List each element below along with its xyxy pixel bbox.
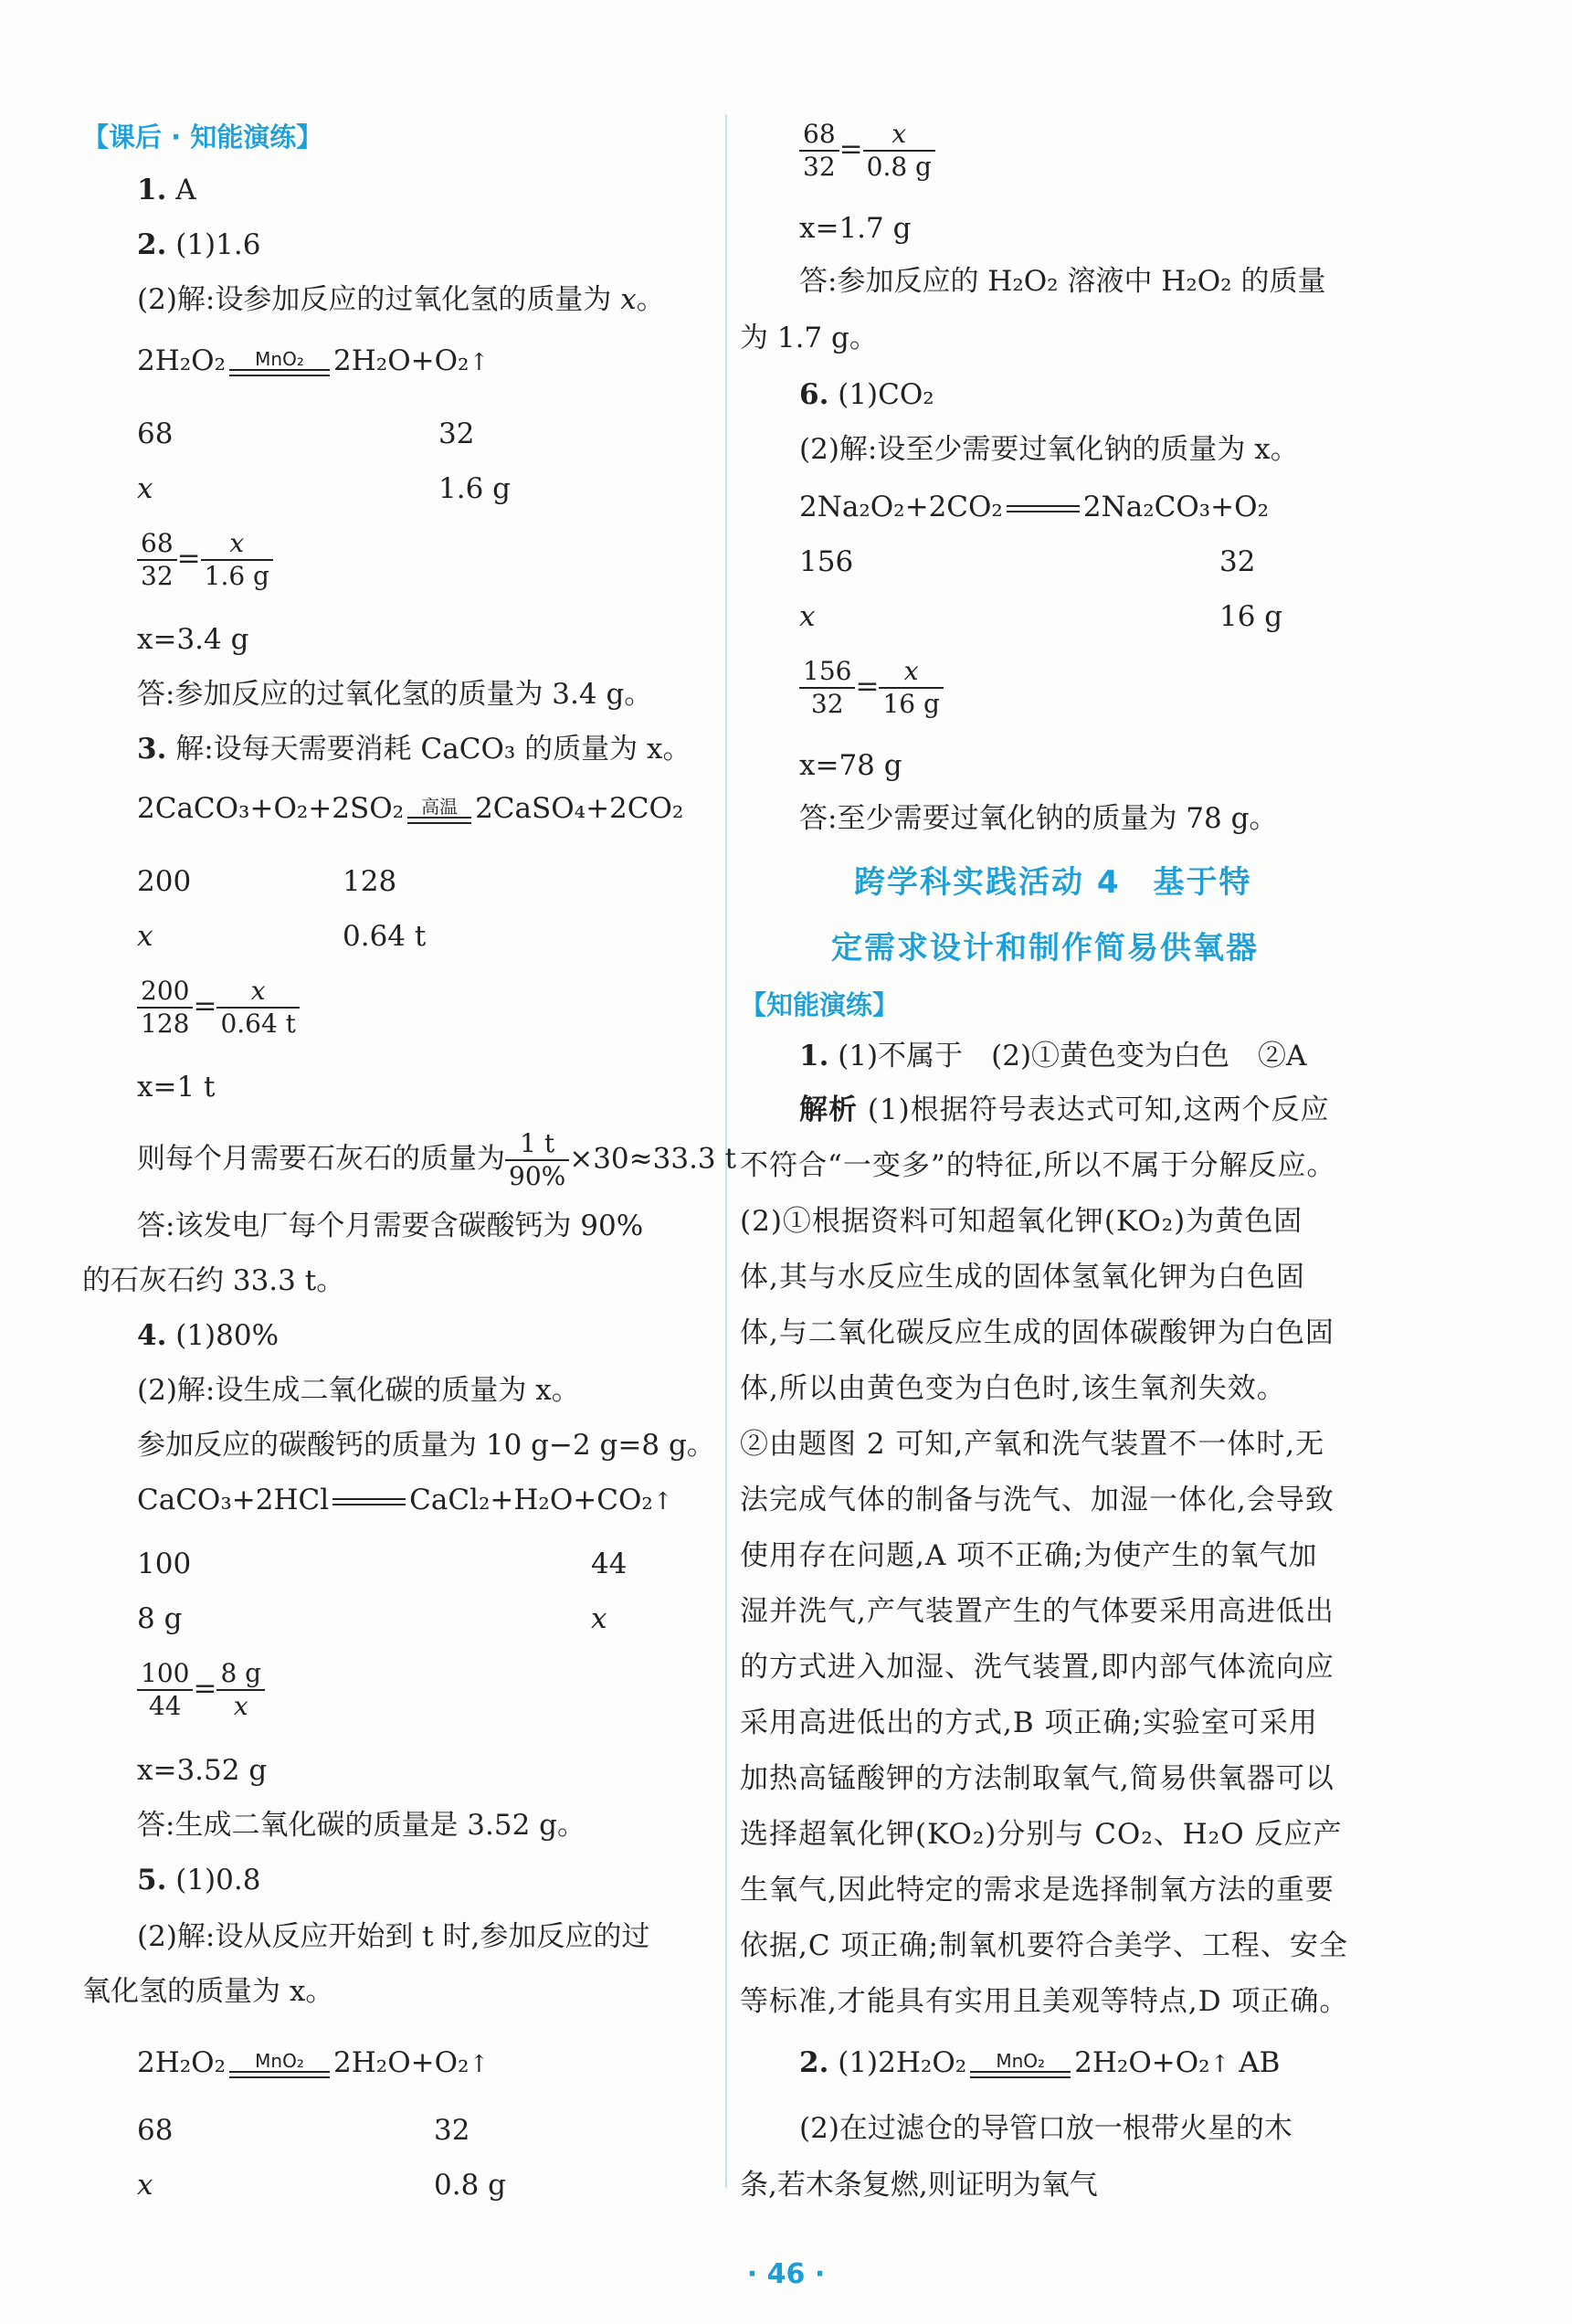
q3-result: x=1 t [137,1071,216,1104]
k1-analysis-line: 加热高锰酸钾的方法制取氧气,简易供氧器可以 [740,1762,1335,1795]
q6-answer: 答:至少需要过氧化钠的质量为 78 g。 [799,802,1278,835]
k1-analysis-line: 等标准,才能具有实用且美观等特点,D 项正确。 [740,1985,1349,2018]
q3-ratio-row2b: 0.64 t [343,920,427,953]
k1-analysis-line: ②由题图 2 可知,产氧和洗气装置不一体时,无 [740,1428,1325,1461]
k1-analysis-line: 体,其与水反应生成的固体氢氧化钾为白色固 [740,1261,1305,1294]
q4-result: x=3.52 g [137,1754,268,1787]
q2-result: x=3.4 g [137,623,249,656]
q3-ratio-row1b: 128 [343,865,397,898]
k1-answer: 1. (1)不属于 (2)①黄色变为白色 ②A [799,1040,1307,1072]
q6-part1: 6. (1)CO₂ [799,378,934,411]
k1-analysis-line: 使用存在问题,A 项不正确;为使产生的氧气加 [740,1539,1318,1572]
q6-ratio-row1: 156 [799,545,854,578]
q4-equation: CaCO₃+2HCl CaCl₂+H₂O+CO₂↑ [137,1484,673,1516]
k1-analysis-line: 依据,C 项正确;制氧机要符合美学、工程、安全 [740,1929,1348,1962]
k2-part2-line2: 条,若木条复燃,则证明为氧气 [740,2169,1098,2202]
k1-analysis-line: 湿并洗气,产气装置产生的气体要采用高进低出 [740,1595,1335,1628]
q6-ratio-row2b: 16 g [1219,600,1283,633]
q2-ratio-row2: x [137,472,153,505]
q5-ratio-row2b: 0.8 g [434,2169,506,2202]
q4-ratio-row2b: x [591,1602,607,1635]
q3-intro: 3. 解:设每天需要消耗 CaCO₃ 的质量为 x。 [137,733,691,766]
q5-ratio-row1b: 32 [434,2114,470,2147]
q1-answer: 1. A [137,174,196,206]
q3-answer-line1: 答:该发电厂每个月需要含碳酸钙为 90% [137,1210,644,1242]
q4-fraction: $\frac{100}{44}$ = $\frac{8 g}{x}$ [137,1658,265,1722]
q2-ratio-row2b: 1.6 g [438,472,511,505]
q5-part1: 5. (1)0.8 [137,1864,261,1896]
q5-equation: 2H₂O₂ MnO₂ 2H₂O+O₂↑ [137,2046,490,2079]
q5-part2-line1: (2)解:设从反应开始到 t 时,参加反应的过 [137,1920,650,1953]
section-label-after-class: 【课后 · 知能演练】 [82,121,323,153]
page-number: · 46 · [746,2258,826,2290]
k1-analysis-line: 体,所以由黄色变为白色时,该生氧剂失效。 [740,1372,1286,1405]
q5-ratio-row1: 68 [137,2114,174,2147]
k2-part1: 2. (1)2H₂O₂ MnO₂ 2H₂O+O₂↑ AB [799,2046,1281,2079]
q2-equation: 2H₂O₂ MnO₂ 2H₂O+O₂↑ [137,344,490,377]
q2-part1: 2. (1)1.6 [137,228,261,261]
q4-part3: 参加反应的碳酸钙的质量为 10 g−2 g=8 g。 [137,1429,715,1462]
q6-equation: 2Na₂O₂+2CO₂ 2Na₂CO₃+O₂ [799,491,1269,523]
q2-ratio-row1: 68 [137,417,174,450]
q5-part2-line2: 氧化氢的质量为 x。 [82,1975,334,2008]
q6-ratio-row1b: 32 [1219,545,1256,578]
q3-fraction: $\frac{200}{128}$ = $\frac{x}{0.64 t}$ [137,976,300,1040]
q6-result: x=78 g [799,749,902,782]
q4-part2: (2)解:设生成二氧化碳的质量为 x。 [137,1374,580,1407]
k1-analysis-line: 解析 (1)根据符号表达式可知,这两个反应 [799,1093,1330,1126]
q4-ratio-row1: 100 [137,1548,192,1580]
q5-answer-line1: 答:参加反应的 H₂O₂ 溶液中 H₂O₂ 的质量 [799,265,1326,298]
activity-heading-line1: 跨学科实践活动 4 基于特 [854,864,1252,901]
q6-part2: (2)解:设至少需要过氧化钠的质量为 x。 [799,433,1299,466]
q5-ratio-row2: x [137,2169,153,2202]
q3-ratio-row1: 200 [137,865,192,898]
q4-answer: 答:生成二氧化碳的质量是 3.52 g。 [137,1809,586,1842]
q3-month: 则每个月需要石灰石的质量为 $\frac{1 t}{90\%}$ ×30≈33.3 t [137,1128,736,1191]
q5-answer-line2: 为 1.7 g。 [740,322,878,354]
q4-ratio-row1b: 44 [591,1548,628,1580]
k1-analysis-line: 采用高进低出的方式,B 项正确;实验室可采用 [740,1706,1318,1739]
q2-ratio-row1b: 32 [438,417,475,450]
k1-analysis-line: 生氧气,因此特定的需求是选择制氧方法的重要 [740,1874,1335,1907]
q5-result: x=1.7 g [799,212,912,245]
q6-ratio-row2: x [799,600,816,633]
q6-fraction: $\frac{156}{32}$ = $\frac{x}{16 g}$ [799,656,944,720]
q5-fraction: $\frac{68}{32}$ = $\frac{x}{0.8 g}$ [799,119,935,183]
q2-answer: 答:参加反应的过氧化氢的质量为 3.4 g。 [137,678,653,711]
k1-analysis-line: (2)①根据资料可知超氧化钾(KO₂)为黄色固 [740,1205,1303,1238]
q2-fraction: $\frac{68}{32}$ = $\frac{x}{1.6 g}$ [137,528,273,592]
k1-analysis-line: 不符合“一变多”的特征,所以不属于分解反应。 [740,1149,1336,1182]
q3-equation: 2CaCO₃+O₂+2SO₂ 高温 2CaSO₄+2CO₂ [137,792,684,825]
k1-analysis [740,1083,1370,2030]
q2-part2: (2)解:设参加反应的过氧化氢的质量为 x。 [137,283,665,316]
k1-analysis-line: 选择超氧化钾(KO₂)分别与 CO₂、H₂O 反应产 [740,1818,1343,1851]
q3-answer-line2: 的石灰石约 33.3 t。 [82,1264,345,1297]
k1-analysis-line: 体,与二氧化碳反应生成的固体碳酸钾为白色固 [740,1316,1335,1349]
section-label-practice: 【知能演练】 [740,989,900,1020]
q3-ratio-row2: x [137,920,153,953]
k2-part2-line1: (2)在过滤仓的导管口放一根带火星的木 [799,2112,1292,2145]
k1-analysis-line: 的方式进入加湿、洗气装置,即内部气体流向应 [740,1651,1335,1684]
activity-heading-line2: 定需求设计和制作简易供氧器 [831,930,1259,967]
q4-part1: 4. (1)80% [137,1319,280,1352]
k1-analysis-line: 法完成气体的制备与洗气、加湿一体化,会导致 [740,1484,1335,1516]
q4-ratio-row2: 8 g [137,1602,183,1635]
